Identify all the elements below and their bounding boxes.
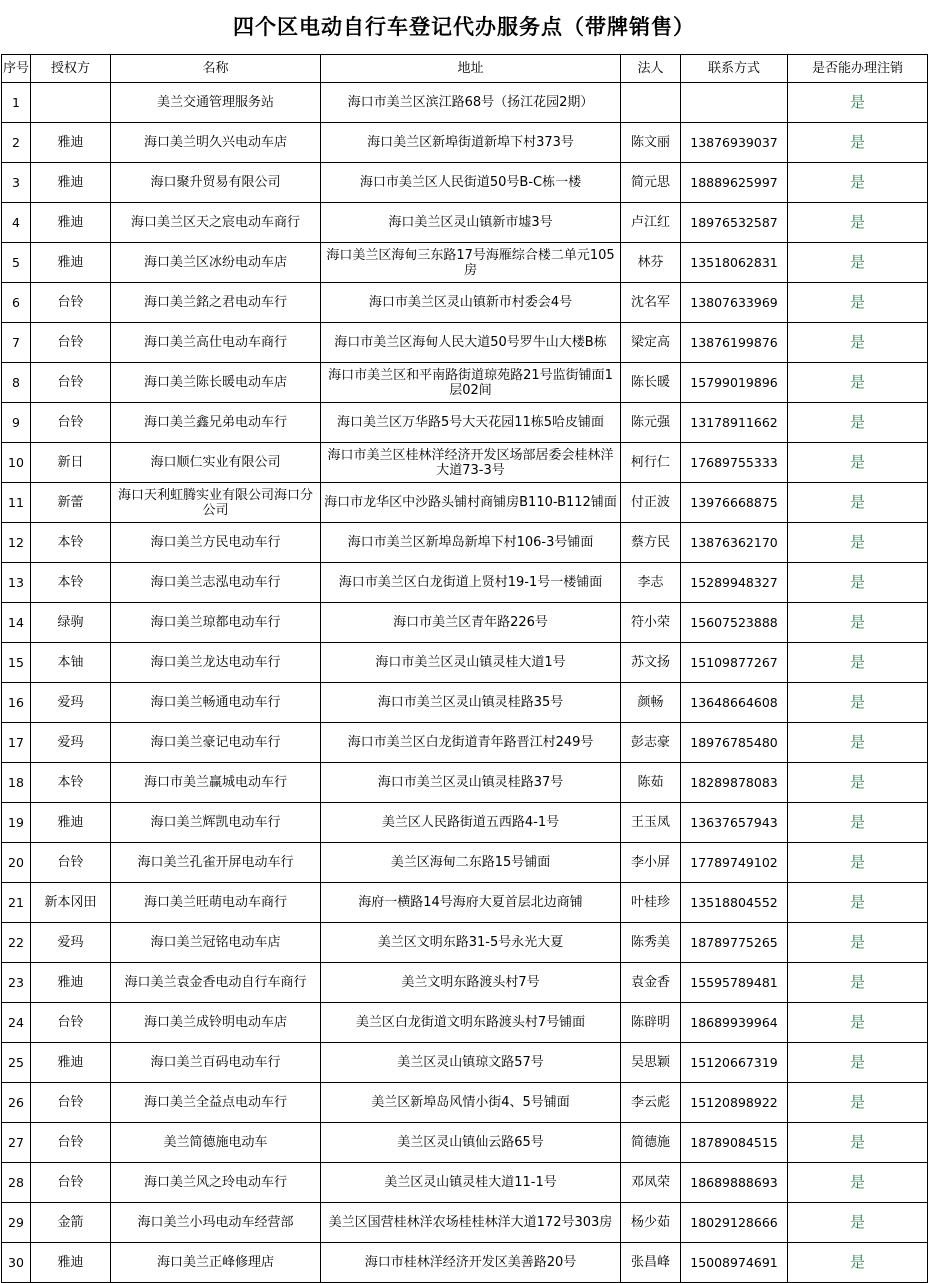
cell-brand: 爱玛 — [31, 723, 111, 763]
cell-address: 海口市美兰区灵山镇灵桂大道1号 — [321, 643, 621, 683]
cell-cancellation: 是 — [788, 1003, 928, 1043]
cell-index: 29 — [2, 1203, 31, 1243]
table-row — [2, 723, 928, 763]
cell-index: 5 — [2, 243, 31, 283]
cell-contact: 15289948327 — [681, 563, 788, 603]
cell-legal-person — [621, 83, 681, 123]
cell-index: 12 — [2, 523, 31, 563]
table-row — [2, 1243, 928, 1283]
cell-name: 海口美兰畅通电动车行 — [111, 683, 321, 723]
cell-index: 17 — [2, 723, 31, 763]
cell-index: 7 — [2, 323, 31, 363]
cell-index: 8 — [2, 363, 31, 403]
cell-name: 海口美兰志泓电动车行 — [111, 563, 321, 603]
cell-legal-person: 蔡方民 — [621, 523, 681, 563]
cell-cancellation: 是 — [788, 163, 928, 203]
cell-name: 海口聚升贸易有限公司 — [111, 163, 321, 203]
cell-brand: 台铃 — [31, 1163, 111, 1203]
cell-name: 海口市美兰赢城电动车行 — [111, 763, 321, 803]
cell-address: 海口市美兰区人民街道50号B-C栋一楼 — [321, 163, 621, 203]
cell-contact: 13876362170 — [681, 523, 788, 563]
cell-cancellation: 是 — [788, 323, 928, 363]
cell-cancellation: 是 — [788, 723, 928, 763]
cell-brand: 雅迪 — [31, 1243, 111, 1283]
cell-cancellation: 是 — [788, 523, 928, 563]
cell-address: 美兰区国营桂林洋农场桂桂林洋大道172号303房 — [321, 1203, 621, 1243]
cell-brand: 台铃 — [31, 403, 111, 443]
cell-contact: 13648664608 — [681, 683, 788, 723]
cell-cancellation: 是 — [788, 563, 928, 603]
cell-legal-person: 梁定高 — [621, 323, 681, 363]
cell-cancellation: 是 — [788, 683, 928, 723]
cell-legal-person: 陈元强 — [621, 403, 681, 443]
cell-index: 14 — [2, 603, 31, 643]
header-address: 地址 — [321, 55, 621, 83]
cell-brand: 雅迪 — [31, 243, 111, 283]
cell-index: 18 — [2, 763, 31, 803]
cell-name: 海口顺仁实业有限公司 — [111, 443, 321, 483]
table-row — [2, 1083, 928, 1123]
cell-legal-person: 张昌峰 — [621, 1243, 681, 1283]
cell-name: 海口美兰成铃明电动车店 — [111, 1003, 321, 1043]
cell-address: 海口市美兰区和平南路街道琼苑路21号监街铺面1层02间 — [321, 363, 621, 403]
cell-address: 海口市美兰区白龙街道上贤村19-1号一楼铺面 — [321, 563, 621, 603]
cell-brand: 新蕾 — [31, 483, 111, 523]
cell-contact: 15595789481 — [681, 963, 788, 1003]
table-row — [2, 843, 928, 883]
cell-cancellation: 是 — [788, 1163, 928, 1203]
cell-index: 10 — [2, 443, 31, 483]
table-row — [2, 603, 928, 643]
cell-address: 海口市美兰区桂林洋经济开发区场部居委会桂林洋大道73-3号 — [321, 443, 621, 483]
table-row — [2, 243, 928, 283]
cell-address: 海口美兰区海甸三东路17号海雁综合楼二单元105房 — [321, 243, 621, 283]
cell-legal-person: 邓凤荣 — [621, 1163, 681, 1203]
cell-name: 美兰交通管理服务站 — [111, 83, 321, 123]
cell-contact: 18889625997 — [681, 163, 788, 203]
cell-index: 13 — [2, 563, 31, 603]
cell-contact: 13976668875 — [681, 483, 788, 523]
cell-contact: 18976532587 — [681, 203, 788, 243]
table-row — [2, 83, 928, 123]
cell-contact: 18689888693 — [681, 1163, 788, 1203]
cell-legal-person: 李云彪 — [621, 1083, 681, 1123]
cell-name: 海口美兰百码电动车行 — [111, 1043, 321, 1083]
cell-contact: 15120667319 — [681, 1043, 788, 1083]
table-row — [2, 1163, 928, 1203]
cell-cancellation: 是 — [788, 1043, 928, 1083]
cell-index: 19 — [2, 803, 31, 843]
cell-contact: 18789084515 — [681, 1123, 788, 1163]
cell-brand: 本铃 — [31, 763, 111, 803]
cell-address: 美兰区灵山镇琼文路57号 — [321, 1043, 621, 1083]
cell-address: 海口市美兰区白龙街道青年路晋江村249号 — [321, 723, 621, 763]
cell-name: 海口美兰方民电动车行 — [111, 523, 321, 563]
cell-address: 海口美兰区新埠街道新埠下村373号 — [321, 123, 621, 163]
cell-address: 海口市美兰区灵山镇灵桂路35号 — [321, 683, 621, 723]
cell-index: 2 — [2, 123, 31, 163]
table-row — [2, 803, 928, 843]
cell-legal-person: 林芬 — [621, 243, 681, 283]
cell-cancellation: 是 — [788, 1243, 928, 1283]
cell-legal-person: 陈秀美 — [621, 923, 681, 963]
header-contact: 联系方式 — [681, 55, 788, 83]
cell-address: 美兰区新埠岛风情小街4、5号铺面 — [321, 1083, 621, 1123]
cell-index: 4 — [2, 203, 31, 243]
cell-brand: 本铃 — [31, 523, 111, 563]
cell-name: 海口美兰明久兴电动车店 — [111, 123, 321, 163]
cell-contact: 13518062831 — [681, 243, 788, 283]
cell-brand: 台铃 — [31, 323, 111, 363]
cell-legal-person: 李志 — [621, 563, 681, 603]
cell-contact: 18976785480 — [681, 723, 788, 763]
header-brand: 授权方 — [31, 55, 111, 83]
cell-legal-person: 杨少茹 — [621, 1203, 681, 1243]
cell-name: 海口美兰袁金香电动自行车商行 — [111, 963, 321, 1003]
cell-brand: 金箭 — [31, 1203, 111, 1243]
cell-legal-person: 颜畅 — [621, 683, 681, 723]
cell-address: 海府一横路14号海府大夏首层北边商铺 — [321, 883, 621, 923]
table-row — [2, 123, 928, 163]
cell-legal-person: 付正波 — [621, 483, 681, 523]
cell-address: 美兰区人民路街道五西路4-1号 — [321, 803, 621, 843]
table-row — [2, 443, 928, 483]
cell-cancellation: 是 — [788, 443, 928, 483]
cell-brand: 新本冈田 — [31, 883, 111, 923]
table-row — [2, 363, 928, 403]
cell-index: 23 — [2, 963, 31, 1003]
table-row — [2, 683, 928, 723]
cell-index: 27 — [2, 1123, 31, 1163]
cell-name: 海口美兰小玛电动车经营部 — [111, 1203, 321, 1243]
cell-brand: 本铃 — [31, 563, 111, 603]
cell-address: 美兰区灵山镇灵桂大道11-1号 — [321, 1163, 621, 1203]
cell-legal-person: 卢江红 — [621, 203, 681, 243]
cell-index: 6 — [2, 283, 31, 323]
cell-index: 3 — [2, 163, 31, 203]
cell-index: 26 — [2, 1083, 31, 1123]
table-row — [2, 1003, 928, 1043]
table-row — [2, 923, 928, 963]
cell-name: 海口美兰区天之宸电动车商行 — [111, 203, 321, 243]
cell-name: 海口美兰正峰修理店 — [111, 1243, 321, 1283]
cell-cancellation: 是 — [788, 483, 928, 523]
cell-name: 海口美兰孔雀开屏电动车行 — [111, 843, 321, 883]
cell-name: 海口美兰豪记电动车行 — [111, 723, 321, 763]
cell-name: 海口美兰冠铭电动车店 — [111, 923, 321, 963]
table-row — [2, 763, 928, 803]
cell-contact: 15799019896 — [681, 363, 788, 403]
cell-name: 海口美兰风之玲电动车行 — [111, 1163, 321, 1203]
cell-address: 海口市美兰区海甸人民大道50号罗牛山大楼B栋 — [321, 323, 621, 363]
cell-index: 24 — [2, 1003, 31, 1043]
cell-name: 海口美兰全益点电动车行 — [111, 1083, 321, 1123]
cell-cancellation: 是 — [788, 1083, 928, 1123]
cell-brand: 台铃 — [31, 1083, 111, 1123]
cell-index: 16 — [2, 683, 31, 723]
cell-legal-person: 柯行仁 — [621, 443, 681, 483]
table-row — [2, 1123, 928, 1163]
cell-contact: 13637657943 — [681, 803, 788, 843]
table-row — [2, 163, 928, 203]
header-row — [2, 55, 928, 83]
table-row — [2, 1043, 928, 1083]
cell-cancellation: 是 — [788, 883, 928, 923]
table-row — [2, 523, 928, 563]
cell-legal-person: 简元思 — [621, 163, 681, 203]
cell-cancellation: 是 — [788, 403, 928, 443]
header-index: 序号 — [2, 55, 31, 83]
cell-brand: 爱玛 — [31, 683, 111, 723]
cell-index: 15 — [2, 643, 31, 683]
cell-contact: 13178911662 — [681, 403, 788, 443]
cell-index: 21 — [2, 883, 31, 923]
cell-legal-person: 彭志豪 — [621, 723, 681, 763]
cell-contact: 15120898922 — [681, 1083, 788, 1123]
cell-brand: 雅迪 — [31, 123, 111, 163]
cell-brand: 台铃 — [31, 1003, 111, 1043]
cell-address: 美兰区海甸二东路15号铺面 — [321, 843, 621, 883]
cell-legal-person: 陈文丽 — [621, 123, 681, 163]
cell-cancellation: 是 — [788, 283, 928, 323]
cell-index: 22 — [2, 923, 31, 963]
cell-name: 海口美兰銘之君电动车行 — [111, 283, 321, 323]
cell-contact: 18689939964 — [681, 1003, 788, 1043]
cell-brand — [31, 83, 111, 123]
cell-cancellation: 是 — [788, 123, 928, 163]
cell-cancellation: 是 — [788, 923, 928, 963]
cell-contact: 18789775265 — [681, 923, 788, 963]
table-row — [2, 563, 928, 603]
cell-address: 海口市美兰区青年路226号 — [321, 603, 621, 643]
cell-legal-person: 吴思颖 — [621, 1043, 681, 1083]
cell-name: 海口美兰区冰纷电动车店 — [111, 243, 321, 283]
table-row — [2, 643, 928, 683]
table-row — [2, 203, 928, 243]
cell-legal-person: 陈长暖 — [621, 363, 681, 403]
cell-address: 海口市美兰区灵山镇灵桂路37号 — [321, 763, 621, 803]
cell-legal-person: 陈辟明 — [621, 1003, 681, 1043]
cell-cancellation: 是 — [788, 203, 928, 243]
cell-address: 海口市美兰区灵山镇新市村委会4号 — [321, 283, 621, 323]
table-row — [2, 403, 928, 443]
cell-address: 美兰区灵山镇仙云路65号 — [321, 1123, 621, 1163]
cell-brand: 台铃 — [31, 363, 111, 403]
table-row — [2, 283, 928, 323]
cell-address: 海口市桂林洋经济开发区美善路20号 — [321, 1243, 621, 1283]
service-points-table — [1, 54, 928, 1283]
cell-name: 海口美兰高仕电动车商行 — [111, 323, 321, 363]
cell-contact: 13518804552 — [681, 883, 788, 923]
cell-name: 海口美兰琼都电动车行 — [111, 603, 321, 643]
cell-contact: 13876199876 — [681, 323, 788, 363]
cell-brand: 爱玛 — [31, 923, 111, 963]
cell-brand: 本铀 — [31, 643, 111, 683]
cell-name: 海口美兰陈长暖电动车店 — [111, 363, 321, 403]
cell-index: 25 — [2, 1043, 31, 1083]
cell-legal-person: 袁金香 — [621, 963, 681, 1003]
header-cancellation: 是否能办理注销 — [788, 55, 928, 83]
cell-contact: 17689755333 — [681, 443, 788, 483]
cell-address: 美兰文明东路渡头村7号 — [321, 963, 621, 1003]
cell-contact — [681, 83, 788, 123]
cell-address: 海口美兰区灵山镇新市墟3号 — [321, 203, 621, 243]
cell-index: 30 — [2, 1243, 31, 1283]
cell-legal-person: 简德施 — [621, 1123, 681, 1163]
page-title: 四个区电动自行车登记代办服务点（带牌销售） — [233, 15, 695, 39]
cell-legal-person: 符小荣 — [621, 603, 681, 643]
cell-cancellation: 是 — [788, 1203, 928, 1243]
cell-name: 海口天利虹腾实业有限公司海口分公司 — [111, 483, 321, 523]
cell-cancellation: 是 — [788, 963, 928, 1003]
cell-address: 海口市美兰区滨江路68号（扬江花园2期） — [321, 83, 621, 123]
cell-address: 海口美兰区万华路5号大天花园11栋5哈皮铺面 — [321, 403, 621, 443]
cell-address: 美兰区白龙街道文明东路渡头村7号铺面 — [321, 1003, 621, 1043]
cell-brand: 台铃 — [31, 283, 111, 323]
cell-brand: 雅迪 — [31, 203, 111, 243]
cell-contact: 15109877267 — [681, 643, 788, 683]
cell-name: 海口美兰鑫兄弟电动车行 — [111, 403, 321, 443]
cell-legal-person: 王玉凤 — [621, 803, 681, 843]
cell-brand: 雅迪 — [31, 1043, 111, 1083]
cell-brand: 雅迪 — [31, 963, 111, 1003]
cell-legal-person: 沈名军 — [621, 283, 681, 323]
cell-brand: 绿驹 — [31, 603, 111, 643]
cell-brand: 新日 — [31, 443, 111, 483]
cell-name: 海口美兰旺萌电动车商行 — [111, 883, 321, 923]
table-row — [2, 1203, 928, 1243]
cell-contact: 13807633969 — [681, 283, 788, 323]
cell-index: 9 — [2, 403, 31, 443]
cell-address: 美兰区文明东路31-5号永光大夏 — [321, 923, 621, 963]
cell-address: 海口市美兰区新埠岛新埠下村106-3号铺面 — [321, 523, 621, 563]
cell-brand: 台铃 — [31, 843, 111, 883]
cell-legal-person: 李小屏 — [621, 843, 681, 883]
cell-index: 1 — [2, 83, 31, 123]
cell-index: 20 — [2, 843, 31, 883]
cell-legal-person: 苏文扬 — [621, 643, 681, 683]
cell-cancellation: 是 — [788, 83, 928, 123]
cell-legal-person: 陈茹 — [621, 763, 681, 803]
cell-name: 海口美兰龙达电动车行 — [111, 643, 321, 683]
cell-index: 28 — [2, 1163, 31, 1203]
cell-contact: 13876939037 — [681, 123, 788, 163]
cell-address: 海口市龙华区中沙路头铺村商铺房B110-B112铺面 — [321, 483, 621, 523]
cell-index: 11 — [2, 483, 31, 523]
header-name: 名称 — [111, 55, 321, 83]
table-row — [2, 323, 928, 363]
table-row — [2, 963, 928, 1003]
cell-cancellation: 是 — [788, 1123, 928, 1163]
table-row — [2, 883, 928, 923]
cell-contact: 18029128666 — [681, 1203, 788, 1243]
cell-brand: 台铃 — [31, 1123, 111, 1163]
header-legal-person: 法人 — [621, 55, 681, 83]
cell-cancellation: 是 — [788, 363, 928, 403]
cell-brand: 雅迪 — [31, 163, 111, 203]
cell-cancellation: 是 — [788, 243, 928, 283]
cell-name: 海口美兰辉凯电动车行 — [111, 803, 321, 843]
cell-contact: 17789749102 — [681, 843, 788, 883]
cell-contact: 15008974691 — [681, 1243, 788, 1283]
cell-name: 美兰简德施电动车 — [111, 1123, 321, 1163]
cell-cancellation: 是 — [788, 803, 928, 843]
cell-contact: 15607523888 — [681, 603, 788, 643]
cell-cancellation: 是 — [788, 763, 928, 803]
cell-brand: 雅迪 — [31, 803, 111, 843]
cell-cancellation: 是 — [788, 603, 928, 643]
cell-cancellation: 是 — [788, 643, 928, 683]
cell-cancellation: 是 — [788, 843, 928, 883]
cell-contact: 18289878083 — [681, 763, 788, 803]
table-row — [2, 483, 928, 523]
cell-legal-person: 叶桂珍 — [621, 883, 681, 923]
